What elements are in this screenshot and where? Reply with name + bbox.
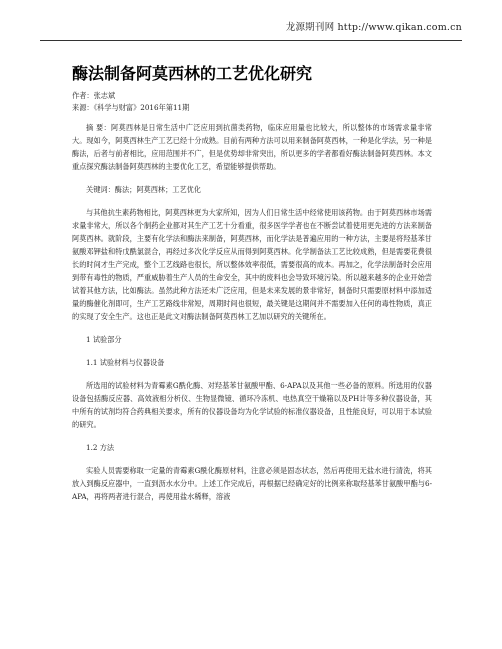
keywords-line: 关键词：酶法；阿莫西林；工艺优化 <box>86 185 202 194</box>
journal-site-header: 龙源期刊网 http://www.qikan.com.cn <box>285 22 462 33</box>
article-source: 来源：《科学与财富》2016年第11期 <box>72 103 190 112</box>
section-heading-1: 1 试验部分 <box>86 335 122 344</box>
article-title: 酶法制备阿莫西林的工艺优化研究 <box>72 64 313 83</box>
article-body <box>72 121 432 503</box>
materials-paragraph: 所选用的试验材料为青霉素G酰化酶、对羟基苯甘氨酸甲酯、6-APA以及其他一些必备的原料。所选用的仪器设备包括酶反应器、高效液相分析仪、生物显微镜、循环冷冻机、电热真空干燥箱以及PH计等多种仪器设备，其中所有的试剂均符合药典相关要求，所有的仪器设备均为化学试验的标准仪器设备，且性能良好，可以用于本试验的研究。 <box>72 381 432 429</box>
method-paragraph: 实验人员需要称取一定量的青霉素G酰化酶原材料，注意必须是固态状态，然后再使用无盐水进行清洗，将其放入到酶反应器中，一直到沥水水分中。上述工作完成后，再根据已经确定好的比例来称取羟基苯甘氨酸甲酯与6-APA，再将两者进行混合，再使用盐水稀释，溶液 <box>72 466 432 501</box>
section-heading-1-1: 1.1 试验材料与仪器设备 <box>86 358 165 367</box>
abstract-paragraph: 摘 要：阿莫西林是日常生活中广泛应用到抗菌类药物，临床应用量也比较大，所以整体的市场需求量非常大。现如今，阿莫西林生产工艺已经十分成熟。目前有两种方法可以用来制备阿莫西林，一种是化学法，另一种是酶法，后者与前者相比，应用范围并不广，但是优势却非常突出，所以更多的学者都看好酶法制备阿莫西林。本文重点探究酶法制备阿莫西林的主要优化工艺，希望能够提供帮助。 <box>72 123 432 171</box>
intro-paragraph: 与其他抗生素药物相比，阿莫西林更为大家所知，因为人们日常生活中经常使用该药物。由于阿莫西林市场需求量非常大，所以各个制药企业都对其生产工艺十分看重，很多医学学者也在不断尝试着使用更先进的方法来制备阿莫西林。就阶段，主要有化学法和酶法来制备，阿莫西林，而化学法是普遍应用的一种方法，主要是将羟基苯甘氨酸邓钾盐和特戊酰氯混合，再经过多次化学反应从而得到阿莫西林。化学制备法工艺比较成熟，但是需要花费很长的时间才生产完成，整个工艺线路也很长，所以整体效率很低，需要很高的成本。再加之，化学法制备时会应用到带有毒性的物质，严重威胁着生产人员的生命安全，其中的废料也会导致环境污染。所以越来越多的企业开始尝试着其他方法，比如酶法。虽然此种方法还未广泛应用，但是未来发展的景非常好，制备时只需要原材料中添加适量的酶催化剂即可，生产工艺路线非常短，周期时间也很短，最关键是这期间并不需要加入任何的毒性物质，真正的实现了安全生产。这也正是此文对酶法制备阿莫西林工艺加以研究的关键所在。 <box>72 208 432 321</box>
section-heading-1-2: 1.2 方法 <box>86 443 115 452</box>
article-author: 作者：张志斌 <box>72 91 116 100</box>
header-divider <box>40 40 462 41</box>
